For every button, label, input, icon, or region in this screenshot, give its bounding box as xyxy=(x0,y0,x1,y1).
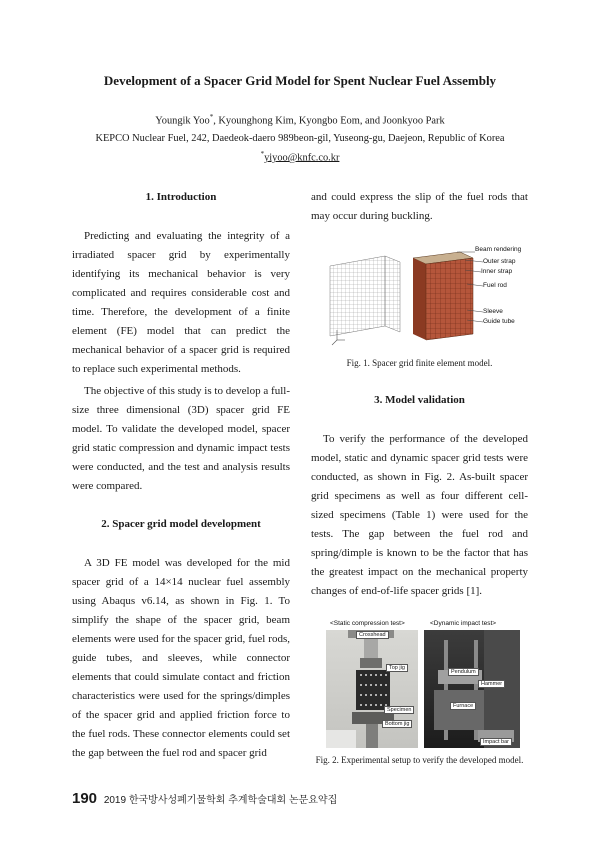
section-3-heading: 3. Model validation xyxy=(374,394,465,406)
fig1-rendered-front xyxy=(413,258,426,340)
fig2-tag-hammer: Hammer xyxy=(478,680,505,688)
figure-1-caption: Fig. 1. Spacer grid finite element model. xyxy=(346,358,493,368)
right-column-continuation: and could express the slip of the fuel rods that may occur during buckling. xyxy=(311,191,528,222)
fig2-tag-crosshead: Crosshead xyxy=(356,631,389,639)
email-marker: * xyxy=(260,150,265,158)
right-column-top xyxy=(311,188,528,226)
left-column xyxy=(72,188,290,763)
fig2-tag-top-jig: Top jig xyxy=(386,664,408,672)
fig1-label-sleeve: Sleeve xyxy=(483,308,503,315)
fig2-tag-specimen: Specimen xyxy=(384,706,414,714)
section-2-heading: 2. Spacer grid model development xyxy=(101,518,261,530)
section-1-heading: 1. Introduction xyxy=(145,191,217,203)
section-2-paragraph-1: A 3D FE model was developed for the mid spacer grid of a 14×14 nuclear fuel assembly using Abaqus v6.14, as shown in Fig. 1. To simplify the shape of the spacer grid, beam elements were used for the spacer grid, fuel rods, guide tubes, and sleeves, while connector elements that could simulate contact and friction characteristics were used for the springs/dimples of the spacer grid and applied friction force to the fuel rods. These connector elements could set the gap between the fuel rod and spacer grid xyxy=(72,557,290,759)
fig1-label-outer-strap: Outer strap xyxy=(483,258,516,265)
affiliation: KEPCO Nuclear Fuel, 242, Daedeok-daero 989beon-gil, Yuseong-gu, Daejeon, Republic of Korea xyxy=(95,133,505,144)
email-link[interactable]: yiyoo@knfc.co.kr xyxy=(264,152,340,164)
section-1-paragraph-1: Predicting and evaluating the integrity of a irradiated spacer grid by experimentally identifying its mechanical behavior is very complicated and requires considerable cost and time. Therefore, the development of a finite element (FE) model that can predict the mechanical behavior of a spacer grid is required to replace such experimental methods. xyxy=(72,230,290,375)
fig2-tag-bottom-jig: Bottom jig xyxy=(382,720,412,728)
fig1-wireframe-side xyxy=(385,256,400,332)
fig1-label-fuel-rod: Fuel rod xyxy=(483,282,507,289)
fig1-label-inner-strap: Inner strap xyxy=(481,268,513,275)
fig2-left-title: <Static compression test> xyxy=(330,620,405,627)
fig2-tag-furnace: Furnace xyxy=(450,702,476,710)
authors: Youngik Yoo*, Kyounghong Kim, Kyongbo Eom, and Joonkyoo Park xyxy=(155,113,445,127)
right-column-bottom xyxy=(311,391,528,601)
fig1-label-beam-rendering: Beam rendering xyxy=(475,246,522,253)
section-1-paragraph-2: The objective of this study is to develop a full-size three dimensional (3D) spacer grid FE model. To validate the developed model, spacer grid static compression and dynamic impact tests were conducted, and the test and analysis results were compared. xyxy=(72,385,290,492)
page-number: 190 xyxy=(72,790,98,807)
fig1-label-guide-tube: Guide tube xyxy=(483,318,515,325)
footer-text: 2019 한국방사성폐기물학회 추계학술대회 논문요약집 xyxy=(103,795,338,806)
footer xyxy=(72,790,337,807)
fig1-wireframe-front xyxy=(330,256,385,336)
author-marker: * xyxy=(209,113,214,121)
email-line xyxy=(0,150,600,163)
fig2-static-photo xyxy=(326,630,418,748)
fig2-tag-impact-bar: Impact bar xyxy=(480,738,512,746)
fig2-right-title: <Dynamic impact test> xyxy=(430,620,497,627)
figure-2-caption: Fig. 2. Experimental setup to verify the developed model. xyxy=(315,755,524,765)
fig2-tag-pendulum: Pendulum xyxy=(448,668,479,676)
fig2-dynamic-photo xyxy=(424,630,520,748)
paper-title: Development of a Spacer Grid Model for Spent Nuclear Fuel Assembly xyxy=(103,73,497,88)
section-3-paragraph-1: To verify the performance of the developed model, static and dynamic spacer grid tests were conducted, as shown in Fig. 2. As-built spacer grid specimens as well as four different cell-sized specimens (Table 1) were used for the tests. The gap between the fuel rod and spring/dimple is known to be the factor that has the greatest impact on the mechanical property changes of end-of-life spacer grids [1]. xyxy=(311,433,528,597)
figure-1 xyxy=(325,248,525,348)
fig2-static-drawing xyxy=(326,630,418,748)
fig2-dynamic-drawing xyxy=(424,630,520,748)
